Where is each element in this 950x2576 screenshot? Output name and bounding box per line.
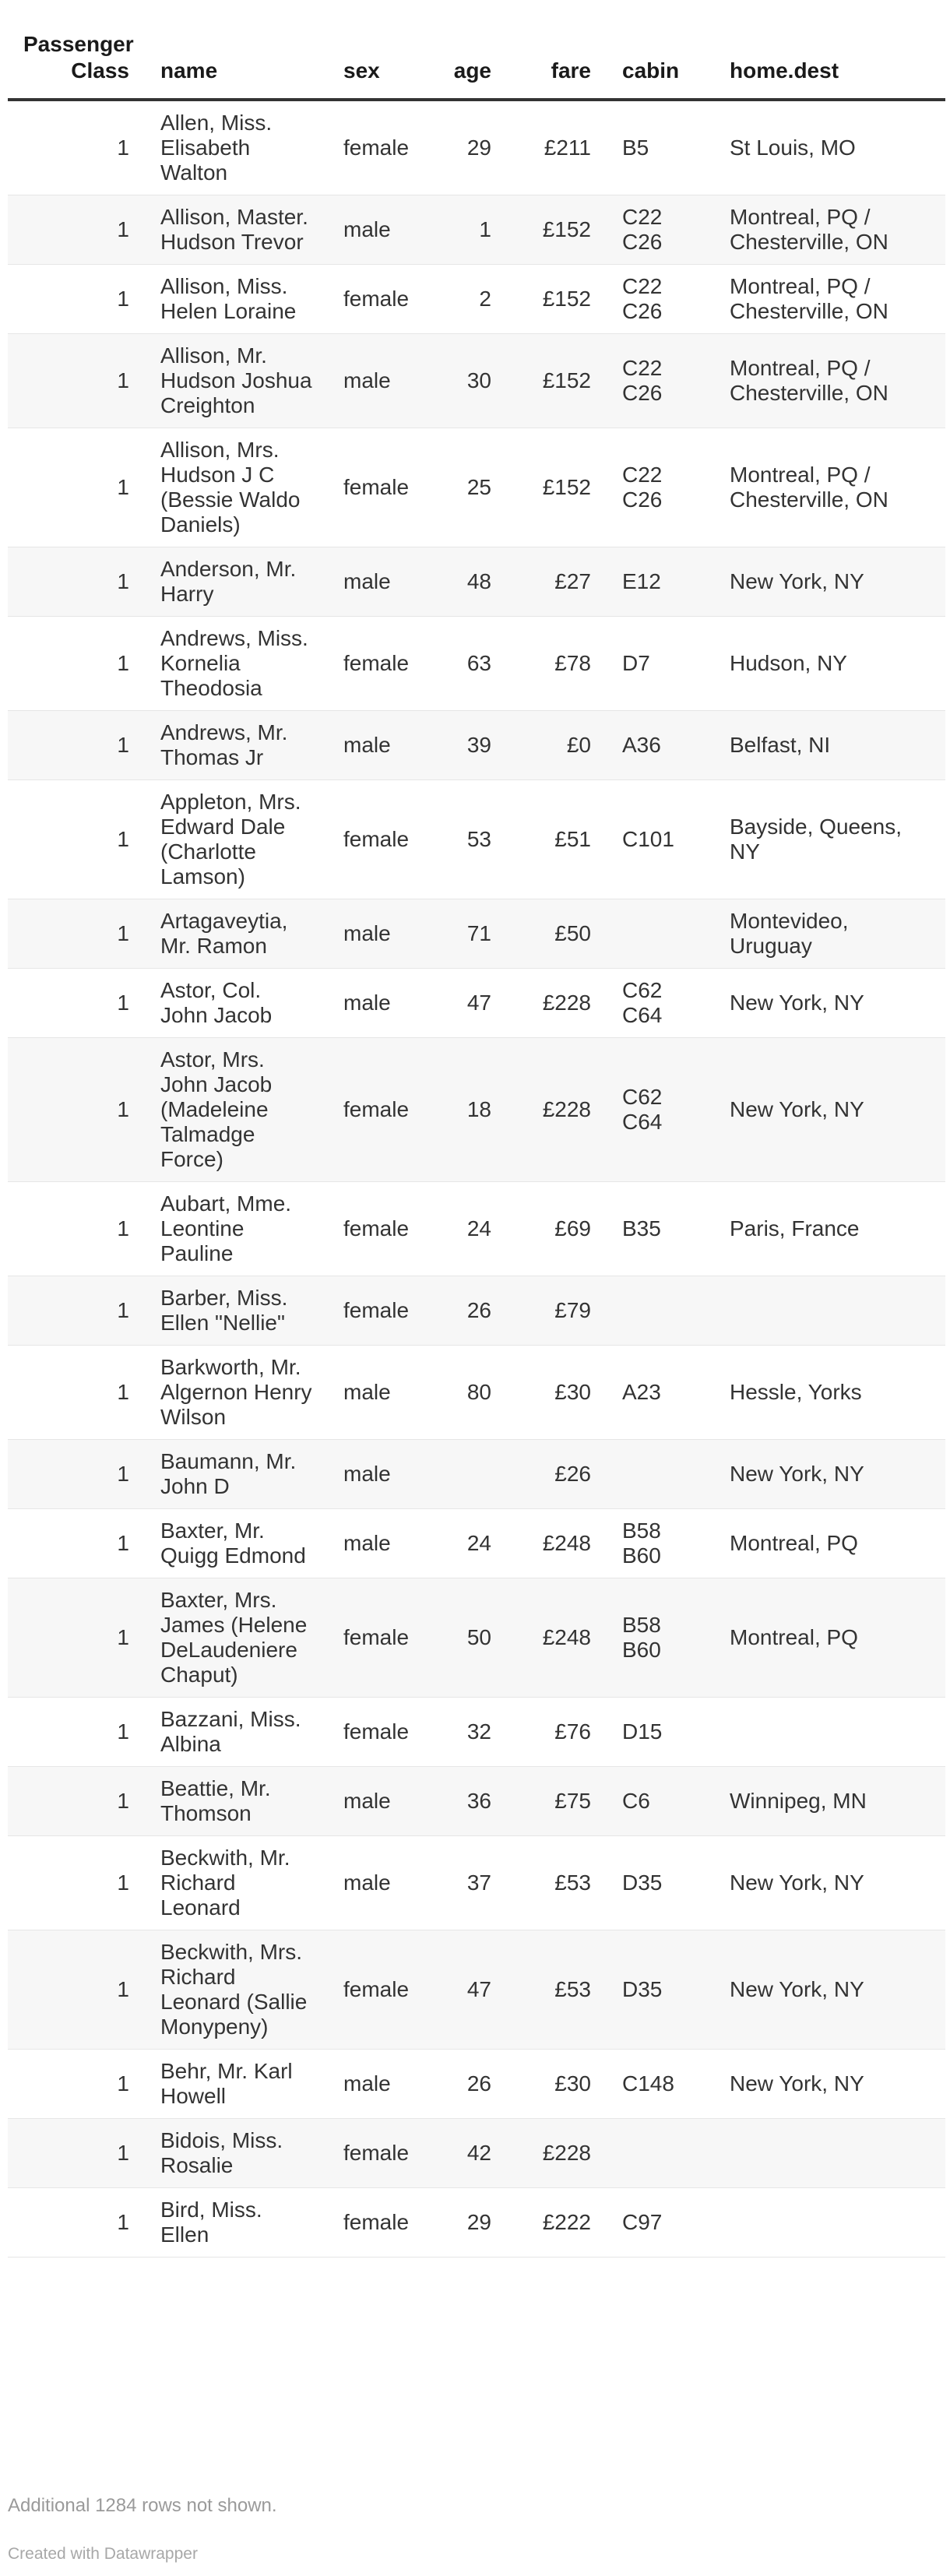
cell-pclass: 1 (8, 2188, 145, 2258)
cell-pclass: 1 (8, 899, 145, 969)
cell-sex: female (328, 1930, 429, 2050)
cell-cabin: D35 (607, 1836, 714, 1930)
cell-name: Barkworth, Mr. Algernon Henry Wilson (145, 1346, 328, 1440)
cell-fare: £26 (507, 1440, 607, 1509)
column-header-age[interactable]: age (429, 31, 507, 100)
cell-sex: female (328, 265, 429, 334)
cell-dest: St Louis, MO (714, 100, 945, 195)
cell-sex: female (328, 780, 429, 899)
table-row (8, 1440, 945, 1509)
cell-age: 26 (429, 1276, 507, 1346)
cell-age: 53 (429, 780, 507, 899)
cell-pclass: 1 (8, 1509, 145, 1578)
cell-dest: Montreal, PQ / Chesterville, ON (714, 195, 945, 265)
table-row (8, 265, 945, 334)
cell-cabin (607, 1440, 714, 1509)
table-row (8, 1698, 945, 1767)
cell-sex: male (328, 1836, 429, 1930)
cell-sex: male (328, 899, 429, 969)
cell-name: Andrews, Mr. Thomas Jr (145, 711, 328, 780)
cell-name: Allen, Miss. Elisabeth Walton (145, 100, 328, 195)
cell-pclass: 1 (8, 780, 145, 899)
cell-fare: £248 (507, 1509, 607, 1578)
cell-sex: male (328, 1767, 429, 1836)
cell-sex: male (328, 969, 429, 1038)
cell-dest (714, 1698, 945, 1767)
cell-fare: £79 (507, 1276, 607, 1346)
cell-sex: female (328, 1182, 429, 1276)
cell-dest: Hessle, Yorks (714, 1346, 945, 1440)
cell-pclass: 1 (8, 969, 145, 1038)
cell-pclass: 1 (8, 617, 145, 711)
cell-sex: female (328, 1578, 429, 1698)
column-header-home-dest[interactable]: home.dest (714, 31, 945, 100)
cell-sex: female (328, 2119, 429, 2188)
cell-cabin: C22 C26 (607, 428, 714, 547)
cell-name: Aubart, Mme. Leontine Pauline (145, 1182, 328, 1276)
cell-dest: Montreal, PQ / Chesterville, ON (714, 265, 945, 334)
table-row (8, 547, 945, 617)
cell-name: Beattie, Mr. Thomson (145, 1767, 328, 1836)
cell-dest (714, 2119, 945, 2188)
cell-cabin (607, 2119, 714, 2188)
cell-cabin: C22 C26 (607, 265, 714, 334)
cell-cabin: D15 (607, 1698, 714, 1767)
cell-name: Baxter, Mrs. James (Helene DeLaudeniere Chaput) (145, 1578, 328, 1698)
cell-name: Allison, Mr. Hudson Joshua Creighton (145, 334, 328, 428)
cell-dest: New York, NY (714, 2050, 945, 2119)
cell-age: 30 (429, 334, 507, 428)
cell-sex: male (328, 195, 429, 265)
cell-cabin: E12 (607, 547, 714, 617)
column-header-name[interactable]: name (145, 31, 328, 100)
cell-sex: male (328, 2050, 429, 2119)
cell-dest: Montreal, PQ (714, 1509, 945, 1578)
cell-pclass: 1 (8, 1038, 145, 1182)
table-body (8, 100, 945, 2258)
cell-name: Baxter, Mr. Quigg Edmond (145, 1509, 328, 1578)
cell-fare: £152 (507, 195, 607, 265)
cell-dest: Winnipeg, MN (714, 1767, 945, 1836)
cell-age: 42 (429, 2119, 507, 2188)
cell-pclass: 1 (8, 100, 145, 195)
cell-age: 29 (429, 100, 507, 195)
cell-pclass: 1 (8, 2050, 145, 2119)
cell-fare: £53 (507, 1836, 607, 1930)
cell-fare: £75 (507, 1767, 607, 1836)
cell-cabin: A23 (607, 1346, 714, 1440)
cell-age (429, 1440, 507, 1509)
cell-pclass: 1 (8, 1440, 145, 1509)
cell-pclass: 1 (8, 2119, 145, 2188)
cell-name: Astor, Mrs. John Jacob (Madeleine Talmadge Force) (145, 1038, 328, 1182)
table-row (8, 195, 945, 265)
cell-age: 37 (429, 1836, 507, 1930)
cell-dest: New York, NY (714, 1440, 945, 1509)
cell-cabin: C22 C26 (607, 334, 714, 428)
cell-cabin: B58 B60 (607, 1509, 714, 1578)
cell-fare: £50 (507, 899, 607, 969)
cell-pclass: 1 (8, 547, 145, 617)
datawrapper-credit: Created with Datawrapper (8, 2545, 198, 2563)
table-row (8, 1346, 945, 1440)
cell-sex: male (328, 1509, 429, 1578)
table-row (8, 100, 945, 195)
cell-pclass: 1 (8, 1182, 145, 1276)
cell-dest: Montreal, PQ / Chesterville, ON (714, 334, 945, 428)
cell-dest: Montevideo, Uruguay (714, 899, 945, 969)
cell-cabin (607, 1276, 714, 1346)
cell-age: 47 (429, 969, 507, 1038)
cell-fare: £152 (507, 334, 607, 428)
cell-pclass: 1 (8, 1346, 145, 1440)
cell-pclass: 1 (8, 1276, 145, 1346)
cell-dest: Belfast, NI (714, 711, 945, 780)
cell-age: 63 (429, 617, 507, 711)
table-row (8, 2188, 945, 2258)
cell-name: Bazzani, Miss. Albina (145, 1698, 328, 1767)
cell-cabin: A36 (607, 711, 714, 780)
cell-pclass: 1 (8, 1930, 145, 2050)
cell-sex: male (328, 1440, 429, 1509)
cell-cabin: C62 C64 (607, 969, 714, 1038)
cell-dest: New York, NY (714, 1836, 945, 1930)
cell-pclass: 1 (8, 1698, 145, 1767)
cell-age: 29 (429, 2188, 507, 2258)
header-row (8, 31, 945, 100)
cell-name: Astor, Col. John Jacob (145, 969, 328, 1038)
cell-fare: £152 (507, 265, 607, 334)
table-row (8, 334, 945, 428)
cell-fare: £152 (507, 428, 607, 547)
cell-pclass: 1 (8, 1578, 145, 1698)
column-header-fare[interactable]: fare (507, 31, 607, 100)
cell-name: Allison, Miss. Helen Loraine (145, 265, 328, 334)
cell-fare: £228 (507, 1038, 607, 1182)
cell-fare: £0 (507, 711, 607, 780)
table-row (8, 780, 945, 899)
cell-dest: New York, NY (714, 1930, 945, 2050)
cell-age: 32 (429, 1698, 507, 1767)
cell-age: 71 (429, 899, 507, 969)
cell-name: Andrews, Miss. Kornelia Theodosia (145, 617, 328, 711)
cell-dest (714, 2188, 945, 2258)
cell-cabin: C101 (607, 780, 714, 899)
cell-sex: female (328, 1038, 429, 1182)
cell-fare: £78 (507, 617, 607, 711)
cell-name: Beckwith, Mrs. Richard Leonard (Sallie Monypeny) (145, 1930, 328, 2050)
cell-name: Allison, Mrs. Hudson J C (Bessie Waldo Daniels) (145, 428, 328, 547)
cell-sex: female (328, 2188, 429, 2258)
cell-age: 18 (429, 1038, 507, 1182)
table-row (8, 1509, 945, 1578)
cell-age: 24 (429, 1509, 507, 1578)
cell-cabin: C148 (607, 2050, 714, 2119)
cell-name: Allison, Master. Hudson Trevor (145, 195, 328, 265)
cell-name: Anderson, Mr. Harry (145, 547, 328, 617)
cell-fare: £30 (507, 2050, 607, 2119)
table-row (8, 1578, 945, 1698)
cell-fare: £69 (507, 1182, 607, 1276)
table-row (8, 1038, 945, 1182)
cell-cabin (607, 899, 714, 969)
cell-dest: Hudson, NY (714, 617, 945, 711)
table-row (8, 1930, 945, 2050)
cell-fare: £248 (507, 1578, 607, 1698)
cell-cabin: C62 C64 (607, 1038, 714, 1182)
cell-cabin: D7 (607, 617, 714, 711)
cell-age: 25 (429, 428, 507, 547)
cell-age: 50 (429, 1578, 507, 1698)
cell-age: 2 (429, 265, 507, 334)
cell-pclass: 1 (8, 334, 145, 428)
cell-cabin: D35 (607, 1930, 714, 2050)
cell-age: 47 (429, 1930, 507, 2050)
table-row (8, 1276, 945, 1346)
cell-fare: £51 (507, 780, 607, 899)
cell-pclass: 1 (8, 428, 145, 547)
cell-age: 48 (429, 547, 507, 617)
cell-age: 39 (429, 711, 507, 780)
cell-sex: female (328, 428, 429, 547)
table-row (8, 899, 945, 969)
cell-sex: female (328, 617, 429, 711)
cell-name: Bird, Miss. Ellen (145, 2188, 328, 2258)
column-header-sex[interactable]: sex (328, 31, 429, 100)
cell-sex: male (328, 334, 429, 428)
cell-dest: New York, NY (714, 969, 945, 1038)
cell-sex: female (328, 100, 429, 195)
table-row (8, 969, 945, 1038)
cell-cabin: C97 (607, 2188, 714, 2258)
cell-pclass: 1 (8, 195, 145, 265)
cell-fare: £211 (507, 100, 607, 195)
cell-sex: male (328, 547, 429, 617)
cell-fare: £228 (507, 2119, 607, 2188)
cell-fare: £27 (507, 547, 607, 617)
cell-name: Beckwith, Mr. Richard Leonard (145, 1836, 328, 1930)
column-header-passenger-class[interactable]: Passenger Class (8, 31, 145, 100)
cell-pclass: 1 (8, 711, 145, 780)
table-row (8, 428, 945, 547)
cell-sex: male (328, 711, 429, 780)
cell-sex: female (328, 1698, 429, 1767)
cell-dest: New York, NY (714, 1038, 945, 1182)
cell-cabin: B5 (607, 100, 714, 195)
cell-fare: £228 (507, 969, 607, 1038)
table-row (8, 1182, 945, 1276)
cell-fare: £222 (507, 2188, 607, 2258)
cell-sex: male (328, 1346, 429, 1440)
table-notes: Additional 1284 rows not shown. (8, 2495, 277, 2516)
cell-cabin: C6 (607, 1767, 714, 1836)
cell-cabin: B35 (607, 1182, 714, 1276)
cell-sex: female (328, 1276, 429, 1346)
column-header-cabin[interactable]: cabin (607, 31, 714, 100)
cell-dest: Montreal, PQ (714, 1578, 945, 1698)
cell-fare: £53 (507, 1930, 607, 2050)
cell-pclass: 1 (8, 265, 145, 334)
cell-name: Artagaveytia, Mr. Ramon (145, 899, 328, 969)
cell-pclass: 1 (8, 1767, 145, 1836)
cell-cabin: C22 C26 (607, 195, 714, 265)
cell-cabin: B58 B60 (607, 1578, 714, 1698)
passenger-table (8, 31, 945, 2258)
table-row (8, 711, 945, 780)
cell-age: 36 (429, 1767, 507, 1836)
cell-dest (714, 1276, 945, 1346)
cell-age: 80 (429, 1346, 507, 1440)
cell-name: Barber, Miss. Ellen "Nellie" (145, 1276, 328, 1346)
table-row (8, 1836, 945, 1930)
cell-name: Appleton, Mrs. Edward Dale (Charlotte Lamson) (145, 780, 328, 899)
table-row (8, 617, 945, 711)
cell-age: 1 (429, 195, 507, 265)
cell-pclass: 1 (8, 1836, 145, 1930)
cell-name: Baumann, Mr. John D (145, 1440, 328, 1509)
cell-dest: New York, NY (714, 547, 945, 617)
cell-age: 26 (429, 2050, 507, 2119)
table-header (8, 31, 945, 100)
cell-fare: £30 (507, 1346, 607, 1440)
cell-fare: £76 (507, 1698, 607, 1767)
cell-dest: Paris, France (714, 1182, 945, 1276)
cell-dest: Montreal, PQ / Chesterville, ON (714, 428, 945, 547)
table-row (8, 1767, 945, 1836)
table-row (8, 2050, 945, 2119)
cell-name: Behr, Mr. Karl Howell (145, 2050, 328, 2119)
cell-name: Bidois, Miss. Rosalie (145, 2119, 328, 2188)
table-row (8, 2119, 945, 2188)
cell-dest: Bayside, Queens, NY (714, 780, 945, 899)
cell-age: 24 (429, 1182, 507, 1276)
